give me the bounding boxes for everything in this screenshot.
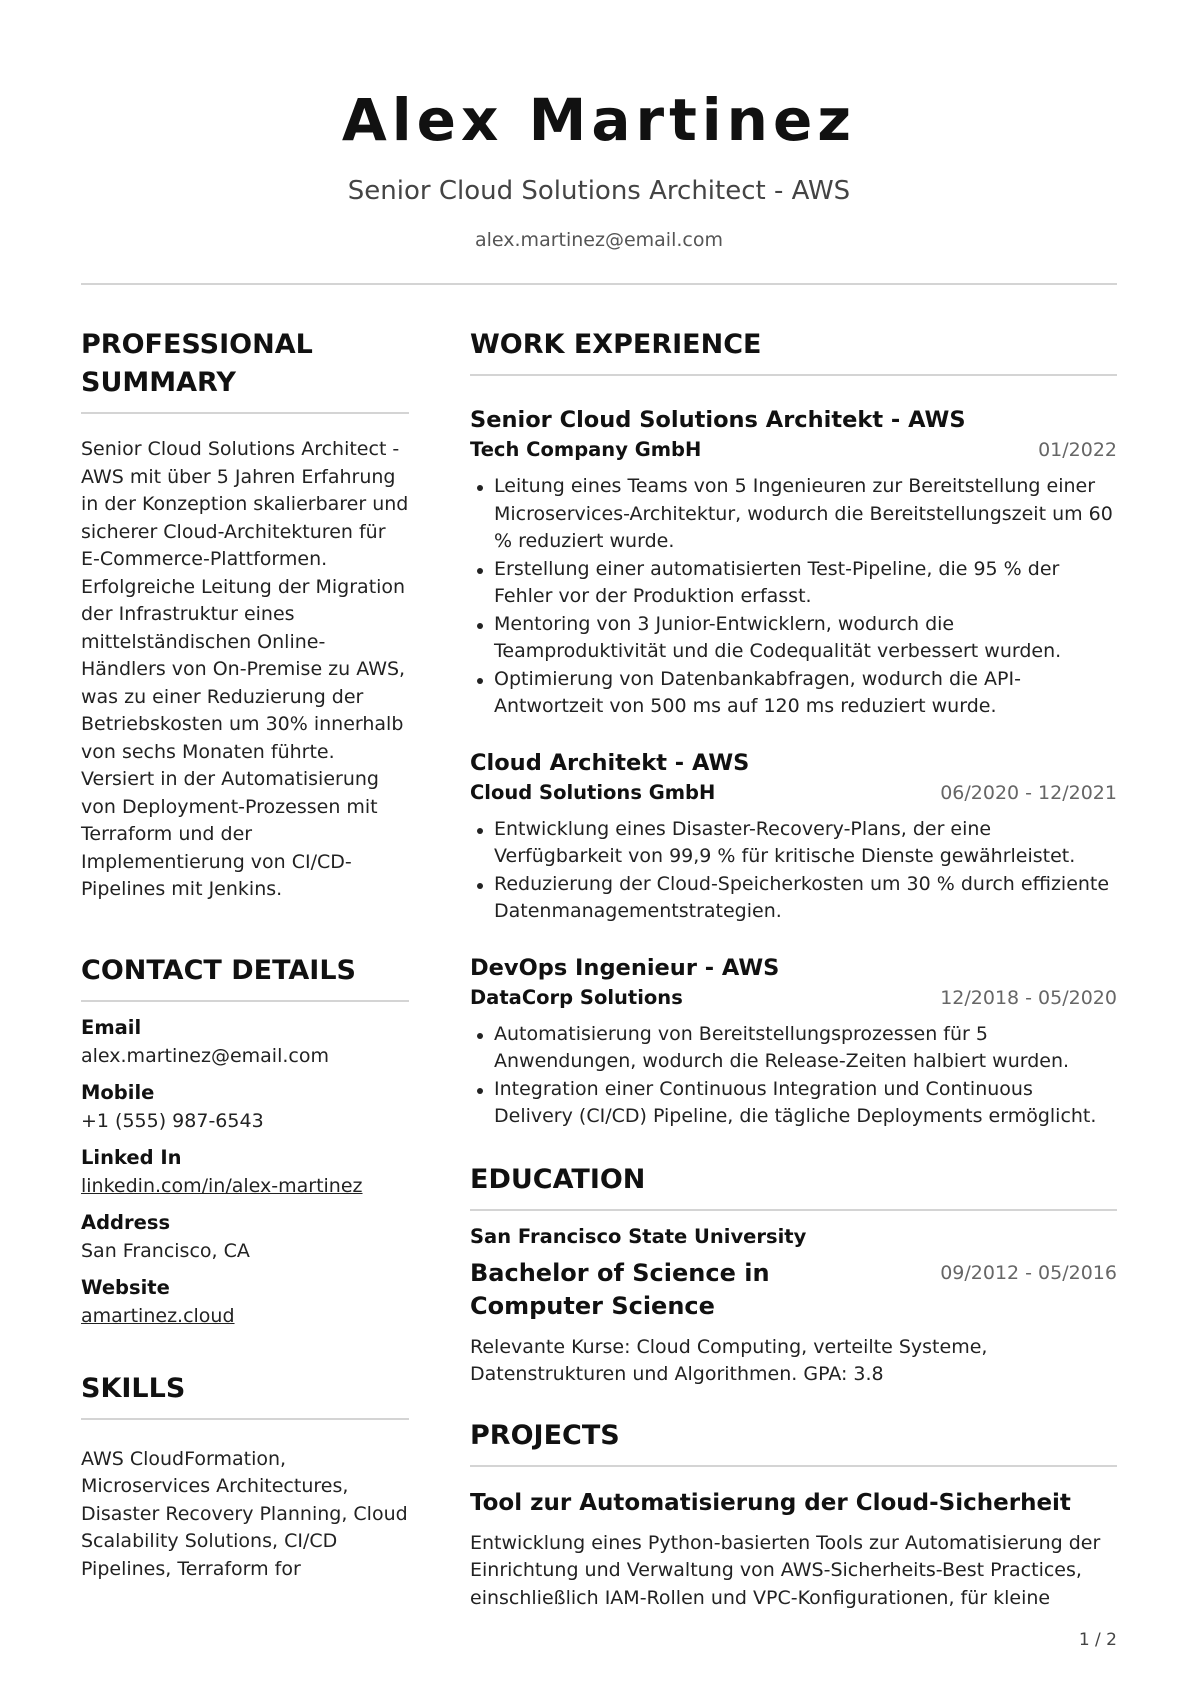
skills-heading: SKILLS	[81, 1370, 409, 1420]
contact-list	[81, 1014, 409, 1330]
summary-heading: PROFESSIONAL SUMMARY	[81, 326, 409, 414]
job-bullets	[470, 1021, 1117, 1131]
left-column	[81, 326, 409, 1583]
job-bullet: Entwicklung eines Disaster-Recovery-Plans, der eine Verfügbarkeit von 99,9 % für kritische Dienste gewährleistet.	[470, 816, 1117, 871]
skills-text: AWS CloudFormation, Microservices Architectures, Disaster Recovery Planning, Cloud Scalability Solutions, CI/CD Pipelines, Terraform for	[81, 1447, 408, 1580]
contact-address-value: San Francisco, CA	[81, 1239, 250, 1262]
project-title: Tool zur Automatisierung der Cloud-Sicherheit	[470, 1489, 1071, 1516]
education-dates: 09/2012 - 05/2016	[940, 1261, 1117, 1284]
contact-label: Address	[81, 1210, 171, 1234]
job-entry	[470, 952, 1117, 1131]
experience-heading: WORK EXPERIENCE	[470, 326, 1117, 376]
contact-item-email	[81, 1014, 409, 1070]
job-meta	[470, 436, 1117, 464]
education-degree: Bachelor of Science in Computer Science	[470, 1258, 770, 1320]
job-bullet: Erstellung einer automatisierten Test-Pipeline, die 95 % der Fehler vor der Produktion erfasst.	[470, 556, 1117, 611]
linkedin-link[interactable]: linkedin.com/in/alex-martinez	[81, 1174, 363, 1197]
job-bullet: Optimierung von Datenbankabfragen, wodurch die API-Antwortzeit von 500 ms auf 120 ms reduziert wurde.	[470, 666, 1117, 721]
education-heading: EDUCATION	[470, 1161, 1117, 1211]
job-bullets	[470, 473, 1117, 721]
contact-item-linkedin	[81, 1144, 409, 1200]
job-bullet: Integration einer Continuous Integration und Continuous Delivery (CI/CD) Pipeline, die tägliche Deployments ermöglicht.	[470, 1076, 1117, 1131]
contact-section	[81, 952, 409, 1330]
contact-email-value: alex.martinez@email.com	[81, 1044, 329, 1067]
summary-text: Senior Cloud Solutions Architect - AWS mit über 5 Jahren Erfahrung in der Konzeption skalierbarer und sicherer Cloud-Architekturen für E-Commerce-Plattformen. Erfolgreiche Leitung der Migration der Infrastruktur eines mittelständischen Online-Händlers von On-Premise zu AWS, was zu einer Reduzierung der Betriebskosten um 30% innerhalb von sechs Monaten führte. Versiert in der Automatisierung von Deployment-Prozessen mit Terraform und der Implementierung von CI/CD-Pipelines mit Jenkins.	[81, 438, 409, 900]
experience-section	[470, 326, 1117, 1131]
education-meta	[470, 1257, 1117, 1323]
job-meta	[470, 984, 1117, 1012]
project-description: Entwicklung eines Python-basierten Tools zur Automatisierung der Einrichtung und Verwaltung von AWS-Sicherheits-Best Practices, einschließlich IAM-Rollen und VPC-Konfigurationen, für kleine	[470, 1531, 1101, 1609]
contact-label: Linked In	[81, 1145, 182, 1169]
job-bullet: Leitung eines Teams von 5 Ingenieuren zur Bereitstellung einer Microservices-Architektur, wodurch die Bereitstellungszeit um 60 % reduziert wurde.	[470, 473, 1117, 556]
projects-heading: PROJECTS	[470, 1417, 1117, 1467]
job-title: DevOps Ingenieur - AWS	[470, 954, 780, 981]
job-dates: 12/2018 - 05/2020	[940, 986, 1117, 1009]
job-bullet: Automatisierung von Bereitstellungsprozessen für 5 Anwendungen, wodurch die Release-Zeiten halbiert wurden.	[470, 1021, 1117, 1076]
contact-item-mobile	[81, 1079, 409, 1135]
website-link[interactable]: amartinez.cloud	[81, 1304, 235, 1327]
contact-item-website	[81, 1274, 409, 1330]
candidate-title: Senior Cloud Solutions Architect - AWS	[347, 176, 851, 206]
education-school: San Francisco State University	[470, 1224, 807, 1248]
contact-heading: CONTACT DETAILS	[81, 952, 409, 1002]
contact-mobile-value: +1 (555) 987-6543	[81, 1109, 264, 1132]
contact-label: Mobile	[81, 1080, 155, 1104]
contact-label: Email	[81, 1015, 142, 1039]
education-description: Relevante Kurse: Cloud Computing, verteilte Systeme, Datenstrukturen und Algorithmen. GPA: 3.8	[470, 1335, 988, 1385]
job-company: Tech Company GmbH	[470, 438, 702, 461]
job-bullet: Mentoring von 3 Junior-Entwicklern, wodurch die Teamproduktivität und die Codequalität verbessert wurden.	[470, 611, 1117, 666]
right-column	[470, 326, 1117, 1612]
job-bullets	[470, 816, 1117, 926]
summary-section	[81, 326, 409, 904]
job-entry	[470, 404, 1117, 721]
projects-section	[470, 1417, 1117, 1613]
candidate-name: Alex Martinez	[341, 86, 857, 154]
job-title: Senior Cloud Solutions Architekt - AWS	[470, 407, 966, 433]
job-meta	[470, 779, 1117, 807]
contact-label: Website	[81, 1275, 170, 1299]
job-company: DataCorp Solutions	[470, 985, 683, 1009]
skills-section	[81, 1370, 409, 1584]
contact-item-address	[81, 1209, 409, 1265]
job-company: Cloud Solutions GmbH	[470, 780, 716, 804]
job-dates: 06/2020 - 12/2021	[940, 781, 1117, 804]
header-divider	[81, 283, 1117, 285]
job-bullet: Reduzierung der Cloud-Speicherkosten um 30 % durch effiziente Datenmanagementstrategien.	[470, 871, 1117, 926]
resume-header	[81, 80, 1117, 254]
job-title: Cloud Architekt - AWS	[470, 749, 750, 776]
page-number: 1 / 2	[1078, 1630, 1117, 1650]
job-entry	[470, 747, 1117, 926]
job-dates: 01/2022	[1038, 439, 1117, 461]
education-section	[470, 1161, 1117, 1389]
header-email: alex.martinez@email.com	[475, 229, 723, 251]
